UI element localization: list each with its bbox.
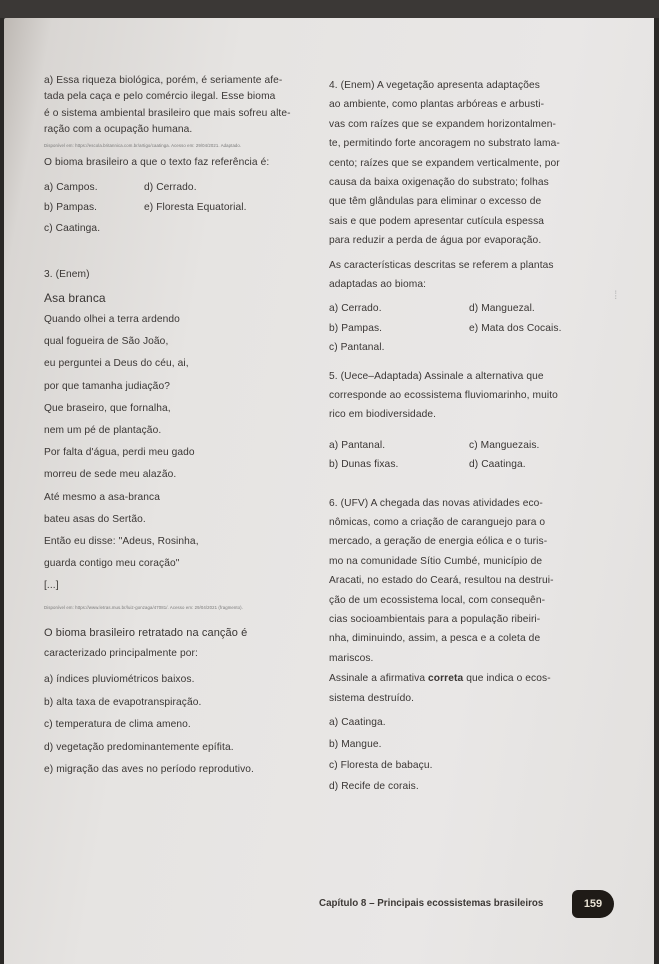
poem-line: Então eu disse: "Adeus, Rosinha, [44,536,199,548]
poem [44,312,319,595]
option: a) Pantanal. [329,439,386,451]
q5-text: rico em biodiversidade. [329,409,437,421]
text-line: sais e que podem apresentar cutícula espessa [329,215,545,227]
q6-text [329,496,609,668]
text-line: é o sistema ambiental brasileiro que mais sofreu alte- [44,107,291,119]
text-line: 6. (UFV) A chegada das novas atividades eco- [329,497,543,509]
text-line: nha, diminuindo, assim, a pesca e a coleta de [329,633,541,645]
q2-question: O bioma brasileiro a que o texto faz referência é: [44,156,270,168]
q3-option: e) migração das aves no período reprodutivo. [44,764,254,776]
text-line: cento; raízes que se expandem verticalmente, por [329,157,560,169]
option: c) Pantanal. [329,342,385,354]
q3-stem: O bioma brasileiro retratado na canção é [44,626,248,639]
poem-line: [...] [44,580,59,592]
poem-line: por que tamanha judiação? [44,380,170,392]
q2-options-row [44,221,319,237]
q5-options-row [329,438,609,454]
text-line: Aracati, no estado do Ceará, resultou na destrui- [329,575,554,587]
source-note: Disponível em: https://www.letras.mus.br/luiz-gonzaga/47081/. Acesso em: 29/04/2021 (fragmento). [44,604,243,610]
q2-options-row [44,180,319,196]
q6-option: a) Caatinga. [329,717,386,729]
text-line: mo na comunidade Sítio Cumbé, município de [329,555,543,567]
q6-option: b) Mangue. [329,738,382,750]
option: a) Campos. [44,182,98,194]
q6-ask-pre: Assinale a afirmativa [329,673,429,685]
option: b) Pampas. [44,202,98,214]
text-line: ao ambiente, como plantas arbóreas e arbusti- [329,99,545,111]
text-line: mercado, a geração de energia eólica e o turis- [329,536,548,548]
poem-line: Que braseiro, que fornalha, [44,402,171,414]
q6-ask [329,671,609,687]
q4-options-row [329,321,609,337]
text-line: causa da baixa oxigenação do substrato; folhas [329,177,549,189]
right-column [329,78,609,796]
q4-text [329,78,609,250]
poem-line: Até mesmo a asa-branca [44,491,161,503]
option: b) Dunas fixas. [329,459,399,471]
poem-line: guarda contigo meu coração" [44,558,180,570]
poem-line: bateu asas do Sertão. [44,513,146,525]
text-line: ração com a ocupação humana. [44,124,193,136]
option: d) Caatinga. [469,459,526,471]
text-line: nômicas, como a criação de caranguejo para o [329,517,546,529]
poem-line: morreu de sede meu alazão. [44,469,177,481]
q3-option: c) temperatura de clima ameno. [44,719,191,731]
q3-stem: caracterizado principalmente por: [44,648,198,660]
option: c) Manguezais. [469,439,540,451]
option: a) Cerrado. [329,303,382,315]
option: d) Cerrado. [144,182,197,194]
q3-label: 3. (Enem) [44,269,90,281]
q3-title: Asa branca [44,290,106,305]
q6-option: c) Floresta de babaçu. [329,759,433,771]
q4-options-row [329,301,609,317]
text-line: a) Essa riqueza biológica, porém, é seriamente afe- [44,75,283,86]
source-note: Disponível em: https://escola.britannica.com.br/artigo/caatinga. Acesso em: 29/04/2021. Adaptado. [44,142,242,148]
text-line: 4. (Enem) A vegetação apresenta adaptações [329,80,540,91]
q4-ask: As características descritas se referem a plantas [329,259,554,271]
q3-option: a) índices pluviométricos baixos. [44,674,195,686]
poem-line: eu perguntei a Deus do céu, ai, [44,358,189,370]
poem-line: nem um pé de plantação. [44,425,162,437]
page-number-badge: 159 [572,890,614,918]
book-page [4,18,654,964]
text-line: que têm glândulas para eliminar o excesso de [329,196,542,208]
left-column [44,73,319,779]
poem-line: Quando olhei a terra ardendo [44,314,180,326]
text-line: cias socioambientais para a população ribeiri- [329,614,541,626]
q5-text: 5. (Uece–Adaptada) Assinale a alternativa que [329,370,544,382]
top-dark-strip [0,0,659,18]
q5-text: corresponde ao ecossistema fluviomarinho, muito [329,390,558,402]
margin-mark: ⁞ [614,288,618,302]
poem-line: Por falta d'água, perdi meu gado [44,447,195,459]
text-line: tada pela caça e pelo comércio ilegal. Esse bioma [44,91,276,103]
q4-ask: adaptadas ao bioma: [329,279,427,291]
q6-ask-post: que indica o ecos- [463,673,551,685]
q6-ask-bold: correta [428,673,464,685]
q6-ask: sistema destruído. [329,692,415,704]
option: d) Manguezal. [469,303,535,315]
text-line: vas com raízes que se expandem horizontalmen- [329,118,557,130]
chapter-footer: Capítulo 8 – Principais ecossistemas brasileiros [319,898,544,909]
option: e) Floresta Equatorial. [144,202,247,214]
q3-option: b) alta taxa de evapotranspiração. [44,696,202,708]
option: c) Caatinga. [44,222,101,234]
text-line: te, permitindo forte ancoragem no substrato lama- [329,138,560,150]
text-line: para reduzir a perda de água por evaporação. [329,235,542,247]
q4-options-row [329,340,609,356]
poem-line: qual fogueira de São João, [44,336,169,348]
intro-text [44,73,319,139]
q3-option: d) vegetação predominantemente epífita. [44,741,234,753]
q6-option: d) Recife de corais. [329,781,419,793]
q2-options-row [44,200,319,216]
option: b) Pampas. [329,322,383,334]
text-line: ção de um ecossistema local, com consequên- [329,594,546,606]
option: e) Mata dos Cocais. [469,322,562,334]
text-line: mariscos. [329,652,374,664]
q5-options-row [329,457,609,473]
